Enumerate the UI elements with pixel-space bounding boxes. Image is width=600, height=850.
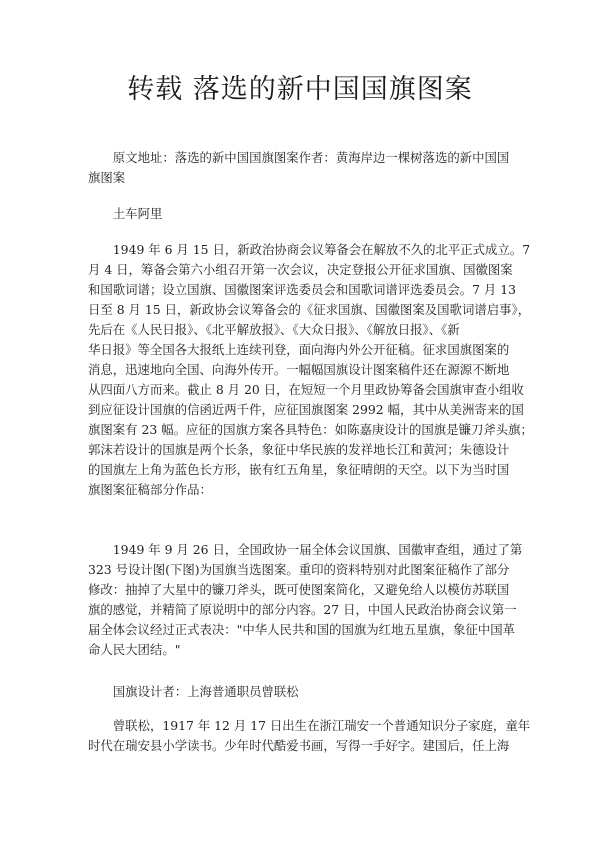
text-line: 1949 年 9 月 26 日，全国政协一届全体会议国旗、国徽审查组，通过了第	[112, 542, 523, 557]
text-line: 323 号设计图(下图)为国旗当选图案。重印的资料特别对此图案征稿作了部分	[88, 562, 510, 577]
text-line: 命人民大团结。"	[88, 642, 181, 657]
text-line: 月 4 日，筹备会第六小组召开第一次会议，决定登报公开征求国旗、国徽图案	[88, 262, 513, 277]
text-line: 时代在瑞安县小学读书。少年时代酷爱书画，写得一手好字。建国后，任上海	[88, 738, 510, 753]
text-line: 日至 8 月 15 日，新政协会议筹备会的《征求国旗、国徽图案及国歌词谱启事》，	[88, 302, 531, 317]
text-line: 郭沫若设计的国旗是两个长条，象征中华民族的发祥地长江和黄河；朱德设计	[88, 442, 510, 457]
designer-paragraph	[88, 682, 516, 702]
text-line: 从四面八方而来。截止 8 月 20 日，在短短一个月里政协筹备会国旗审查小组收	[88, 382, 524, 397]
text-line: 旗图案	[88, 170, 126, 185]
text-line: 消息，迅速地向全国、向海外传开。一幅幅国旗设计图案稿件还在源源不断地	[88, 362, 510, 377]
text-line: 修改：抽掉了大星中的镰刀斧头，既可使图案简化，又避免给人以模仿苏联国	[88, 582, 510, 597]
text-line: 先后在《人民日报》、《北平解放报》、《大众日报》、《解放日报》、《新	[88, 322, 460, 337]
page-title: 转载 落选的新中国国旗图案	[127, 74, 473, 105]
source-paragraph	[88, 148, 516, 188]
text-line: 旗图案征稿部分作品：	[88, 482, 212, 497]
text-line: 曾联松，1917 年 12 月 17 日出生在浙江瑞安一个普通知识分子家庭，童年	[112, 718, 531, 733]
text-line: 1949 年 6 月 15 日，新政治协商会议筹备会在解放不久的北平正式成立。7	[112, 242, 531, 257]
text-line: 旗图案有 23 幅。应征的国旗方案各具特色：如陈嘉庚设计的国旗是镰刀斧头旗；	[88, 422, 533, 437]
text-line: 的国旗左上角为蓝色长方形，嵌有红五角星，象征晴朗的天空。以下为当时国	[88, 462, 510, 477]
selection-paragraph	[88, 540, 523, 660]
text-line: 土车阿里	[112, 206, 163, 221]
text-line: 届全体会议经过正式表决："中华人民共和国的国旗为红地五星旗，象征中国革	[88, 622, 515, 637]
biography-paragraph	[88, 716, 531, 756]
text-line: 旗的感觉，并精简了原说明中的部分内容。27 日，中国人民政治协商会议第一	[88, 602, 517, 617]
history-paragraph	[88, 240, 533, 500]
author-paragraph	[88, 204, 516, 224]
text-line: 到应征设计国旗的信函近两千件，应征国旗图案 2992 幅，其中从美洲寄来的国	[88, 402, 524, 417]
text-line: 原文地址：落选的新中国国旗图案作者：黄海岸边一棵树落选的新中国国	[112, 150, 510, 165]
text-line: 国旗设计者：上海普通职员曾联松	[112, 684, 299, 699]
text-line: 华日报》等全国各大报纸上连续刊登，面向海内外公开征稿。征求国旗图案的	[88, 342, 510, 357]
text-line: 和国歌词谱；设立国旗、国徽图案评选委员会和国歌词谱评选委员会。7 月 13	[88, 282, 517, 297]
